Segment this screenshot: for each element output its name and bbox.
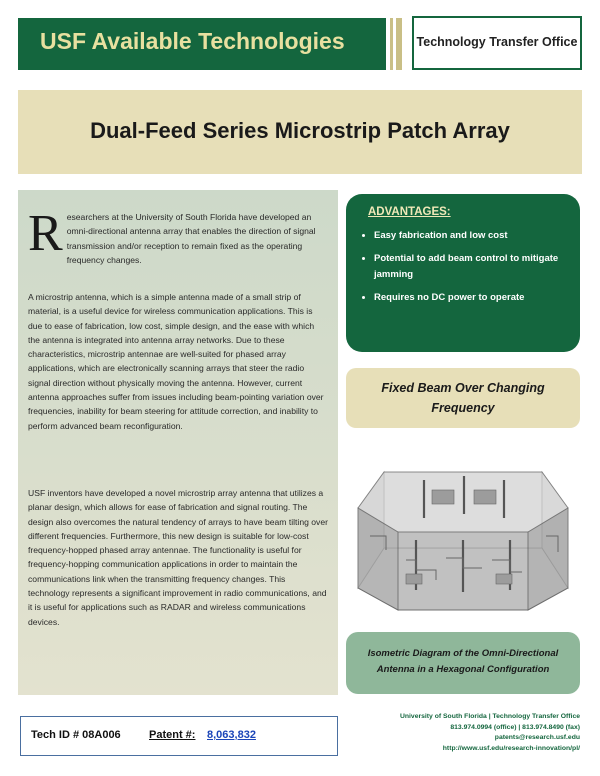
contact-org: University of South Florida | Technology Transfer Office [399,713,580,720]
intro-paragraph [28,205,328,267]
advantage-item: • Requires no DC power to operate [374,290,574,306]
description-column [18,190,338,695]
fixed-beam-box [346,368,580,428]
patent-link[interactable]: 8,063,832 [207,729,256,741]
advantages-list [358,228,574,313]
figure-caption: Isometric Diagram of the Omni-Directional Antenna in a Hexagonal Configuration [367,648,559,675]
tech-id: Tech ID # 08A006 [31,729,121,741]
office-name: Technology Transfer Office [416,35,578,49]
antenna-diagram [346,440,580,620]
header-title: USF Available Technologies [40,28,345,54]
intro-text: esearchers at the University of South Florida have developed an omni-directional antenna array that enables the direction of signal transmission and/or reception to remain fixed as the operating frequency changes. [66,212,316,265]
fixed-beam-label: Fixed Beam Over Changing Frequency [381,381,545,415]
header-divider [396,18,402,70]
title-band [18,90,582,174]
header-divider [390,18,393,70]
office-logo [412,16,582,70]
contact-info [400,712,580,754]
background-paragraph: A microstrip antenna, which is a simple antenna made of a small strip of material, is a useful device for wireless communication applications. This is due to ease of fabrication, low cost, simple design, and the ease with which the antenna is integrated into antenna array networks. Due to these characteristics, microstrip antennae are well-suited for phased array applications, which are electronically scanning arrays that steer the radio signal direction without physically moving the antenna. However, current antenna approaches suffer from issues including beam-pointing variation over frequencies, inability for beam steering for attitude correction, and inability to perform advanced beam reconfiguration. [28,292,324,431]
drop-cap: R [28,205,63,262]
advantages-box [346,194,580,352]
tech-id-box [20,716,338,756]
advantage-item: • Potential to add beam control to mitigate jamming [374,251,574,283]
advantage-item: • Easy fabrication and low cost [374,228,574,244]
contact-phone: 813.974.0994 (office) | 813.974.8490 (fax) [450,723,580,731]
contact-email[interactable]: patents@research.usf.edu [494,734,580,741]
invention-paragraph: USF inventors have developed a novel microstrip array antenna that utilizes a planar design, which allows for ease of fabrication and signal routing. The design also overcomes the natural tendency of arrays to have beam tilting over different frequencies. Furthermore, this new design is suitable for low-cost frequency-hopped phased array antennae. The functionality is useful for frequency-hopping communication applications in order to maintain the communications link when the transmitting frequency changes. This technology represents a significant improvement in radio communications, and it is useful for applications such as RADAR and wireless communications devices. [28,488,328,627]
figure-caption-box [346,632,580,694]
advantages-title: ADVANTAGES: [368,206,451,218]
contact-url[interactable]: http://www.usf.edu/research-innovation/pl/ [442,744,580,752]
header-banner [18,18,386,70]
page-title: Dual-Feed Series Microstrip Patch Array [90,118,510,143]
patent-label: Patent #: [149,729,196,741]
